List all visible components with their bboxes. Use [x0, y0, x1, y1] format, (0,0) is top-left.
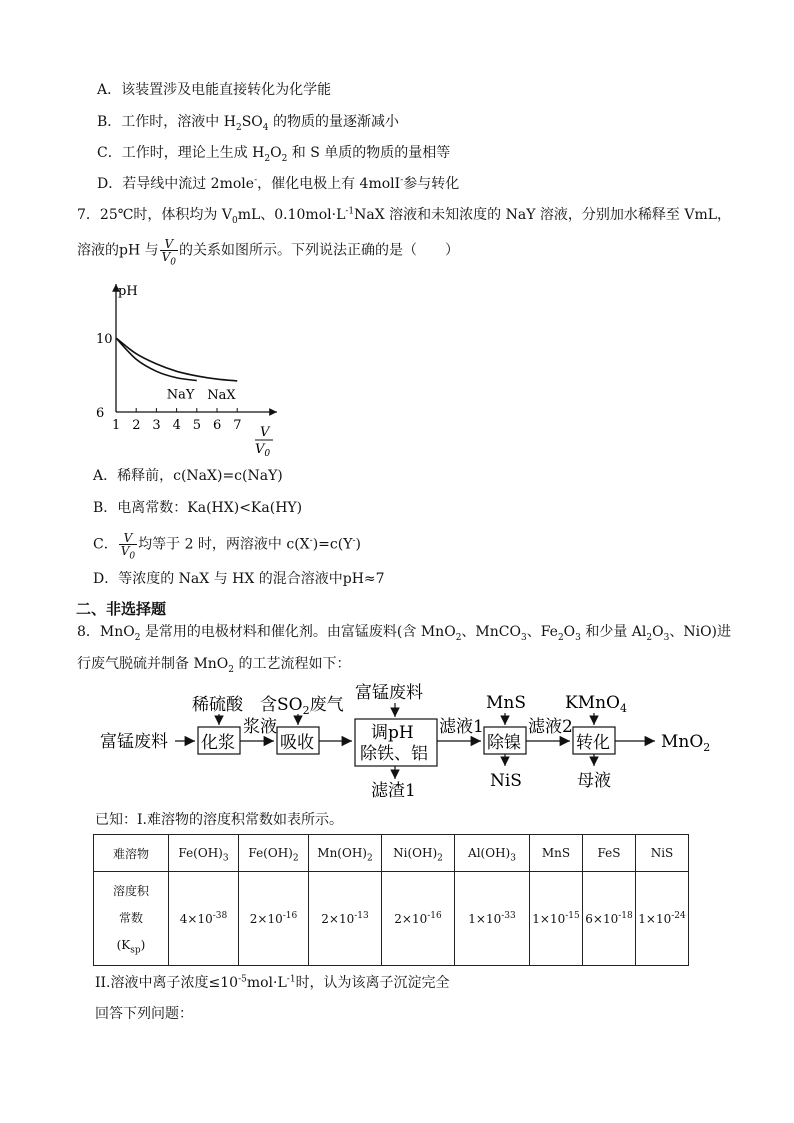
table-header-cell: NiS: [636, 835, 689, 872]
ksp-table: [93, 834, 689, 966]
x-tick-label: 2: [132, 418, 141, 433]
table-cell: $6\times 10^{-18}$: [583, 872, 636, 966]
q7-option-d: D．等浓度的 NaX 与 HX 的混合溶液中pH≈7: [93, 571, 385, 587]
table-row: [94, 835, 689, 872]
x-axis-label-den: $V_0$: [255, 442, 271, 458]
x-tick-label: 7: [233, 418, 242, 433]
y-tick-label: 6: [96, 406, 105, 421]
series-label-nax: NaX: [207, 387, 236, 403]
flow-box-convert-label: 转化: [576, 733, 610, 753]
table-header-cell: $Ni(OH)_2$: [382, 835, 455, 872]
flow-box-slurry-label: 化浆: [201, 733, 235, 753]
y-axis-label: pH: [118, 284, 138, 299]
x-axis-label-num: V: [260, 425, 270, 440]
flow-out-nis: NiS: [490, 771, 522, 791]
q7-stem-line1: 7．25℃时，体积均为 $V_0mL$、$0.10mol\cdot L^{-1}NaX$ 溶液和未知浓度的 NaY 溶液，分别加水稀释至 VmL，: [77, 206, 732, 226]
x-tick-label: 1: [112, 418, 121, 433]
ph-dilution-chart: [95, 278, 295, 458]
process-flow-diagram: [95, 680, 720, 805]
x-tick-label: 4: [172, 418, 181, 433]
table-cell: $1\times 10^{-15}$: [530, 872, 583, 966]
table-row-header: 溶度积 常数 $(K_{sp})$: [94, 872, 169, 966]
q8-known-2: II.溶液中离子浓度$\le 10^{-5}mol\cdot L^{-1}$时，认为该离子沉淀完全: [95, 974, 450, 991]
flow-reagent-h2so4: 稀硫酸: [192, 695, 243, 715]
table-cell: $1\times 10^{-24}$: [636, 872, 689, 966]
table-cell: $1\times 10^{-33}$: [455, 872, 530, 966]
q8-known-1: 已知：I.难溶物的溶度积常数如表所示。: [95, 812, 343, 828]
flow-reagent-mns: MnS: [486, 693, 527, 713]
flow-filtrate1: 滤液1: [439, 717, 484, 737]
q6-option-d: D．若导线中流过 2mole-，催化电极上有 4molI-参与转化: [97, 175, 460, 192]
flow-box-absorb-label: 吸收: [280, 733, 314, 753]
q6-option-b: B．工作时，溶液中 $H_2SO_4$ 的物质的量逐渐减小: [97, 114, 399, 133]
table-header-cell: $Fe(OH)_3$: [169, 835, 239, 872]
table-row: [94, 872, 689, 966]
q8-answer-prompt: 回答下列问题：: [95, 1006, 193, 1022]
flow-slurry-label: 浆液: [243, 717, 277, 737]
flow-box-adjust-ph-line2: 除铁、铝: [360, 744, 428, 764]
flow-residue1: 滤渣1: [371, 781, 416, 801]
x-tick-label: 3: [152, 418, 161, 433]
y-tick-label: 10: [96, 332, 113, 347]
table-header-cell: $Al(OH)_3$: [455, 835, 530, 872]
x-tick-label: 6: [213, 418, 222, 433]
flow-filtrate2: 滤液2: [528, 717, 573, 737]
q8-stem-line2: 行废气脱硫并制备 MnO$_2$ 的工艺流程如下：: [77, 656, 351, 675]
table-cell: $2\times 10^{-13}$: [309, 872, 382, 966]
q7-stem-line2: 溶液的pH 与 $\frac{V}{V_0}$ 的关系如图所示。下列说法正确的是（ ）: [77, 237, 460, 268]
series-line-nax: [116, 338, 237, 381]
table-header-cell: MnS: [530, 835, 583, 872]
flow-start: 富锰废料: [100, 732, 168, 752]
flow-product: MnO$_2$: [661, 732, 711, 754]
q6-option-a: A．该装置涉及电能直接转化为化学能: [97, 82, 332, 98]
table-cell: $2\times 10^{-16}$: [239, 872, 309, 966]
q7-option-b: B．电离常数：Ka(HX)<Ka(HY): [93, 500, 303, 516]
x-tick-label: 5: [192, 418, 202, 433]
q7-option-a: A．稀释前，c(NaX)=c(NaY): [93, 468, 283, 484]
flow-box-remove-ni-label: 除镍: [487, 733, 521, 753]
option-c-fraction: $\frac{V}{V_0}$: [120, 531, 136, 562]
flow-mother-liquor: 母液: [577, 771, 611, 791]
table-cell: $2\times 10^{-16}$: [382, 872, 455, 966]
flow-reagent-waste: 富锰废料: [355, 683, 423, 703]
flow-reagent-kmno4: KMnO$_4$: [565, 693, 627, 715]
table-cell: $4\times 10^{-38}$: [169, 872, 239, 966]
q8-stem-line1: 8．MnO$_2$ 是常用的电极材料和催化剂。由富锰废料(含 MnO$_2$、MnCO$_3$、$Fe_2O_3$ 和少量 $Al_2O_3$、NiO)进: [77, 624, 732, 643]
q6-option-c: C．工作时，理论上生成 $H_2O_2$ 和 S 单质的物质的量相等: [97, 145, 451, 164]
q7-option-c: C． $\frac{V}{V_0}$ 均等于 2 时，两溶液中 c(X-)=c(Y-): [93, 531, 361, 562]
section-title-nonchoice: 二、非选择题: [76, 600, 167, 618]
table-header-cell: $Fe(OH)_2$: [239, 835, 309, 872]
table-header-cell: FeS: [583, 835, 636, 872]
table-header-cell: $Mn(OH)_2$: [309, 835, 382, 872]
flow-box-adjust-ph-line1: 调pH: [371, 723, 414, 743]
v-over-v0-fraction: $\frac{V}{V_0}$: [161, 237, 177, 268]
table-header-cell: 难溶物: [94, 835, 169, 872]
flow-reagent-so2: 含$SO_2$废气: [260, 695, 344, 717]
series-label-nay: NaY: [166, 387, 195, 403]
